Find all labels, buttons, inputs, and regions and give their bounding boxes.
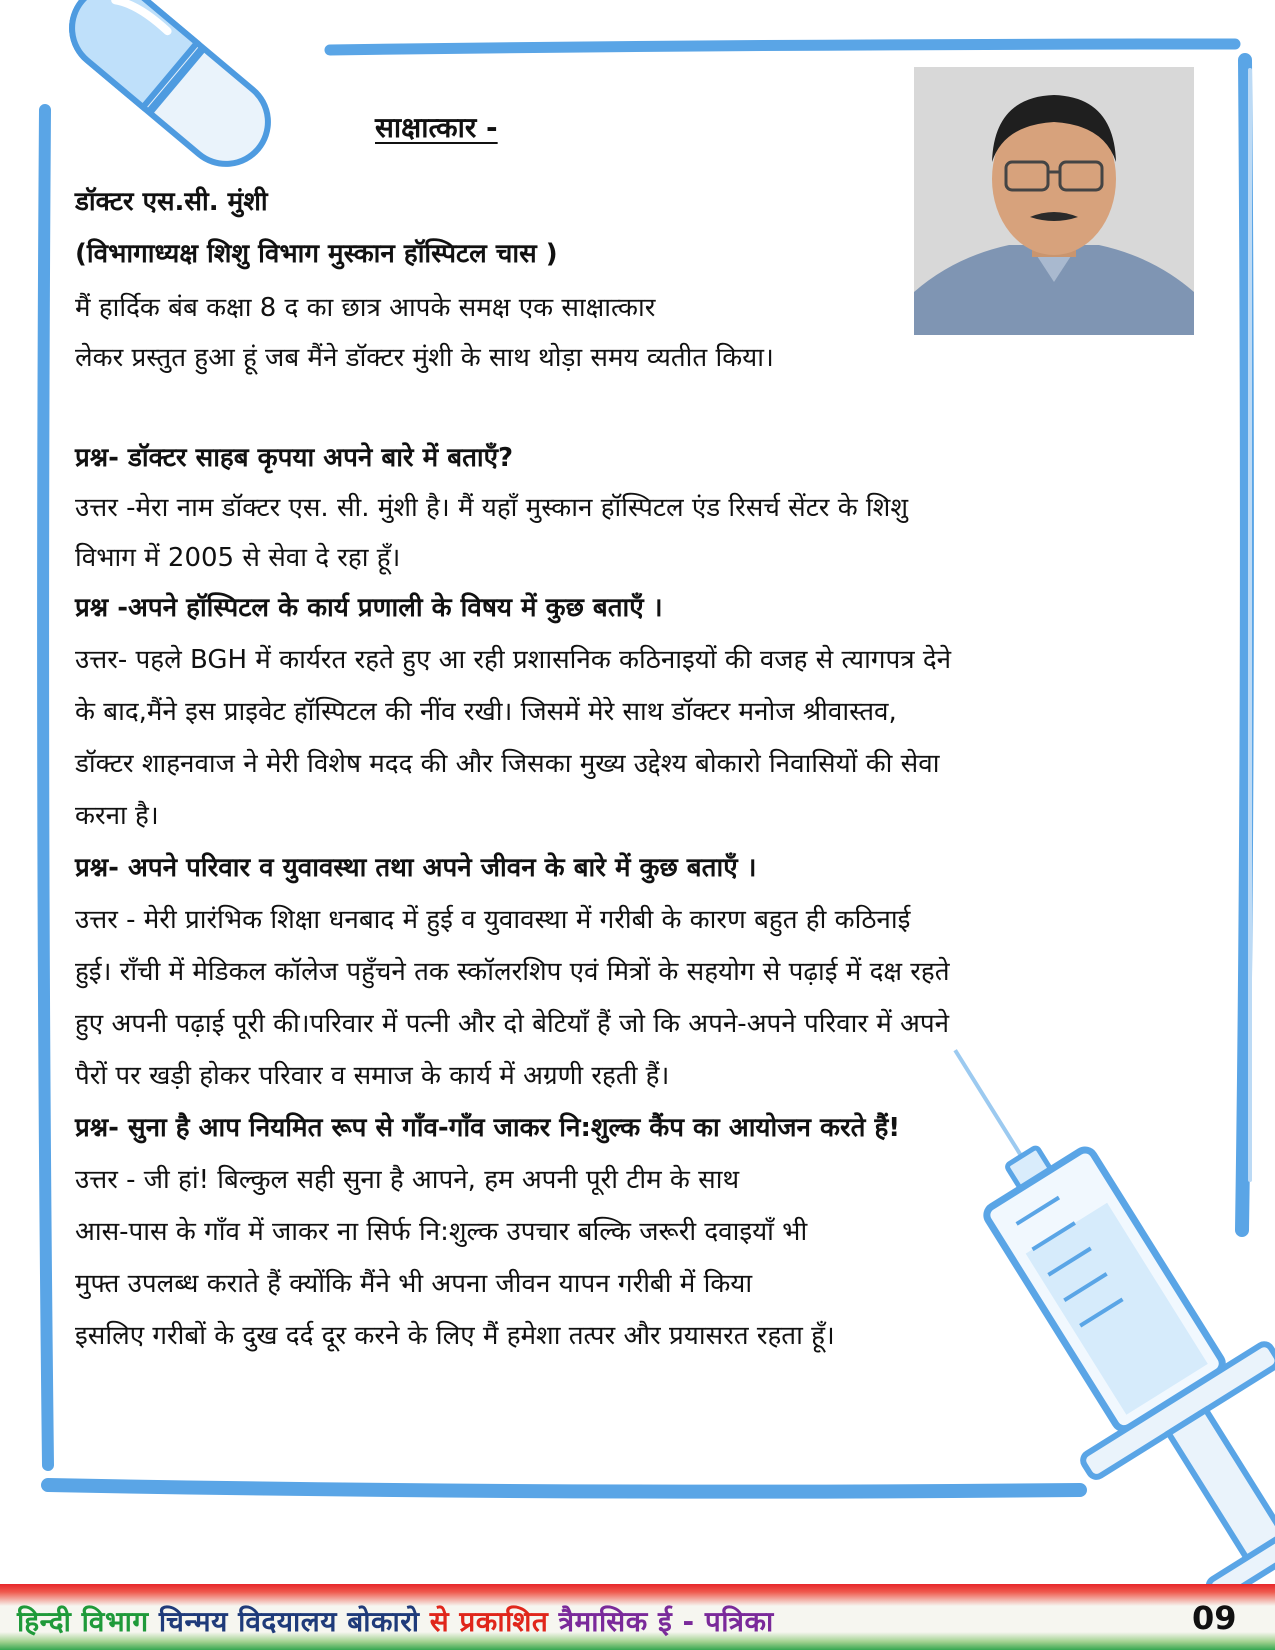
page-footer bbox=[0, 1584, 1275, 1650]
answer-2-line: के बाद,मैंने इस प्राइवेट हॉस्पिटल की नींव रखी। जिसमें मेरे साथ डॉक्टर मनोज श्रीवास्तव, bbox=[75, 697, 897, 727]
capsule-icon bbox=[55, 0, 285, 181]
answer-4-line: आस-पास के गाँव में जाकर ना सिर्फ नि:शुल्क उपचार बल्कि जरूरी दवाइयाँ भी bbox=[75, 1217, 808, 1247]
footer-department: हिन्दी विभाग bbox=[17, 1605, 149, 1638]
footer-magazine-type: त्रैमासिक ई - पत्रिका bbox=[558, 1605, 774, 1638]
answer-3-line: पैरों पर खड़ी होकर परिवार व समाज के कार्य में अग्रणी रहती हैं। bbox=[75, 1061, 670, 1091]
answer-3-line: उत्तर - मेरी प्रारंभिक शिक्षा धनबाद में हुई व युवावस्था में गरीबी के कारण बहुत ही कठिनाई bbox=[75, 905, 911, 935]
intro-line: लेकर प्रस्तुत हुआ हूं जब मैंने डॉक्टर मुंशी के साथ थोड़ा समय व्यतीत किया। bbox=[75, 343, 774, 373]
answer-2-line: उत्तर- पहले BGH में कार्यरत रहते हुए आ रही प्रशासनिक कठिनाइयों की वजह से त्यागपत्र देने bbox=[75, 645, 952, 675]
answer-2-line: करना है। bbox=[75, 801, 159, 831]
question-4: प्रश्न- सुना है आप नियमित रूप से गाँव-गाँव जाकर नि:शुल्क कैंप का आयोजन करते हैं! bbox=[75, 1113, 901, 1143]
footer-publication-text bbox=[17, 1602, 774, 1640]
doctor-designation: (विभागाध्यक्ष शिशु विभाग मुस्कान हॉस्पिटल चास ) bbox=[75, 239, 558, 269]
answer-4-line: उत्तर - जी हां! बिल्कुल सही सुना है आपने, हम अपनी पूरी टीम के साथ bbox=[75, 1165, 740, 1195]
answer-2-line: डॉक्टर शाहनवाज ने मेरी विशेष मदद की और जिसका मुख्य उद्देश्य बोकारो निवासियों की सेवा bbox=[75, 749, 940, 779]
answer-1-line: उत्तर -मेरा नाम डॉक्टर एस. सी. मुंशी है। मैं यहाँ मुस्कान हॉस्पिटल एंड रिसर्च सेंटर के शिशु bbox=[75, 493, 909, 523]
article-title: साक्षात्कार - bbox=[375, 111, 498, 144]
doctor-name: डॉक्टर एस.सी. मुंशी bbox=[75, 187, 268, 217]
doctor-photo bbox=[914, 67, 1194, 335]
answer-4-line: इसलिए गरीबों के दुख दर्द दूर करने के लिए मैं हमेशा तत्पर और प्रयासरत रहता हूँ। bbox=[75, 1321, 835, 1351]
intro-line: मैं हार्दिक बंब कक्षा 8 द का छात्र आपके समक्ष एक साक्षात्कार bbox=[75, 293, 656, 323]
answer-3-line: हुई। राँची में मेडिकल कॉलेज पहुँचने तक स्कॉलरशिप एवं मित्रों के सहयोग से पढ़ाई में दक्ष रहते bbox=[75, 957, 950, 987]
answer-3-line: हुए अपनी पढ़ाई पूरी की।परिवार में पत्नी और दो बेटियाँ हैं जो कि अपने-अपने परिवार में अपने bbox=[75, 1009, 950, 1039]
syringe-icon bbox=[862, 992, 1275, 1623]
footer-school: चिन्मय विदयालय बोकारो bbox=[158, 1605, 420, 1638]
answer-4-line: मुफ्त उपलब्ध कराते हैं क्योंकि मैंने भी अपना जीवन यापन गरीबी में किया bbox=[75, 1269, 753, 1299]
answer-1-line: विभाग में 2005 से सेवा दे रहा हूँ। bbox=[75, 543, 401, 573]
footer-published-by: से प्रकाशित bbox=[429, 1605, 549, 1638]
question-3: प्रश्न- अपने परिवार व युवावस्था तथा अपने जीवन के बारे में कुछ बताएँ । bbox=[75, 853, 757, 883]
portrait-image bbox=[914, 67, 1194, 335]
question-2: प्रश्न -अपने हॉस्पिटल के कार्य प्रणाली के विषय में कुछ बताएँ । bbox=[75, 593, 663, 623]
question-1: प्रश्न- डॉक्टर साहब कृपया अपने बारे में बताएँ? bbox=[75, 443, 514, 473]
page-number: 09 bbox=[1192, 1599, 1237, 1637]
